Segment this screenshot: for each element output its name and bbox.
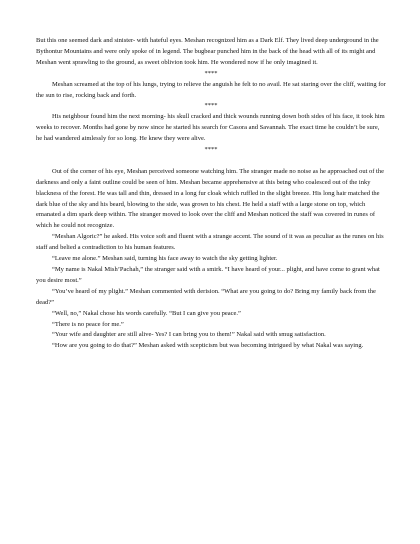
paragraph: “Meshan Algoric?” he asked. His voice soft and fluent with a strange accent. The sound of it was as peculiar as the runes on his staff and belied a contradiction to his human features. (36, 233, 384, 252)
document-page (36, 36, 386, 352)
paragraph: Out of the corner of his eye, Meshan perceived someone watching him. The stranger made no noise as he approached out of the darkness and only a faint outline could be seen of him. Meshan became apprehensive at this being who coalesced out of the inky blackness of the forest. He was tall and thin, dressed in a long fur cloak which ruffled in the slight breeze. His long hair matched the dark blue of the sky and his beard, blowing to the side, was grown to his chest. He held a staff with a large stone on top, which emanated a dim spark deep within. The stranger moved to look over the cliff and Meshan noticed the staff was covered in runes of which he could not recognize. (36, 167, 384, 230)
paragraph: Meshan screamed at the top of his lungs, trying to relieve the anguish he felt to no avail. He sat staring over the cliff, waiting for the sun to rise, rocking back and forth. (36, 80, 386, 99)
paragraph: His neighbour found him the next morning- his skull cracked and thick wounds running down both sides of his face, it took him weeks to recover. Months had gone by now since he started his search for Casora and Savannah. The exact time he couldn’t be sure, he had wandered aimlessly for so long. He knew they were alive. (36, 113, 385, 143)
paragraph: But this one seemed dark and sinister- with hateful eyes. Meshan recognized him as a Dark Elf. They lived deep underground in the Bythontur Mountains and were only spoke of in legend. The bugbear punched him in the back of the head with all of its might and Meshan went sprawling to the ground, as sweet oblivion took him. He wondered now if he only imagined it. (36, 37, 379, 66)
paragraph: “You’ve heard of my plight.” Meshan commented with derision. “What are you going to do? Bring my family back from the dead?” (36, 287, 376, 306)
paragraph: “There is no peace for me.” (52, 320, 124, 328)
paragraph: “Well, no,” Nakal chose his words carefully. “But I can give you peace.” (52, 309, 241, 317)
paragraph: “My name is Nakal Mish’Pachah,” the stranger said with a smirk. “I have heard of your... plight, and have come to grant what you desire most.” (36, 266, 380, 284)
paragraph: “Leave me alone.” Meshan said, turning his face away to watch the sky getting lighter. (52, 255, 278, 263)
section-separator: **** (204, 146, 218, 154)
section-separator: **** (204, 69, 218, 77)
paragraph-gap (36, 156, 386, 167)
paragraph: “Your wife and daughter are still alive- Yes? I can bring you to them!” Nakal said with smug satisfaction. (52, 331, 326, 339)
section-separator: **** (204, 102, 218, 110)
paragraph: “How are you going to do that?” Meshan asked with scepticism but was becoming intrigued by what Nakal was saying. (52, 342, 364, 350)
